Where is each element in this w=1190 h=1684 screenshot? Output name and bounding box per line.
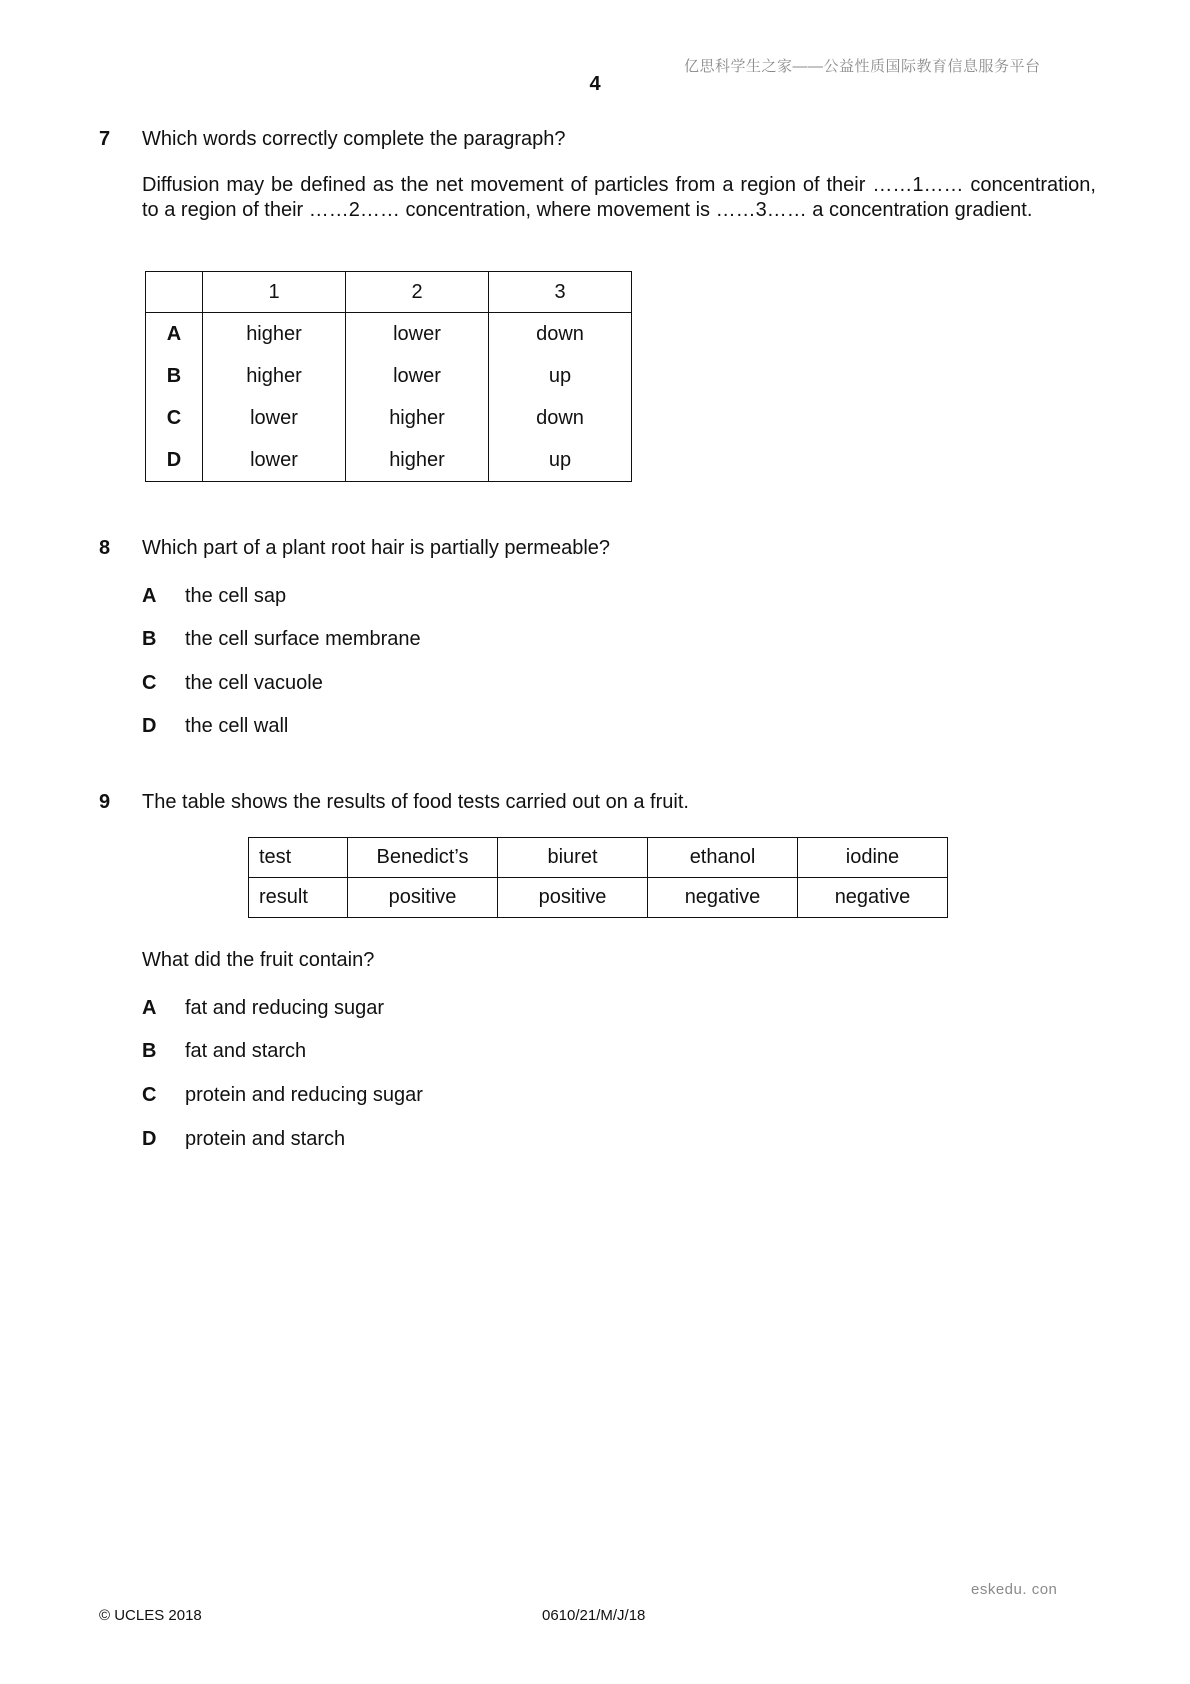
table-cell: Benedict’s (348, 838, 498, 878)
table-cell: lower (203, 397, 346, 439)
page-number: 4 (589, 73, 601, 95)
table-header-cell (146, 272, 203, 313)
row-label: B (146, 355, 203, 397)
table-cell: higher (346, 397, 489, 439)
q8-option-text-b: the cell surface membrane (185, 628, 421, 650)
table-cell: negative (798, 878, 948, 918)
footer-site-watermark: eskedu. con (971, 1581, 1058, 1598)
row-label: A (146, 313, 203, 356)
q9-option-letter-a: A (142, 997, 157, 1019)
table-row (146, 355, 632, 397)
question-7-table (145, 271, 632, 482)
table-cell: lower (346, 355, 489, 397)
q8-option-text-a: the cell sap (185, 585, 287, 607)
table-cell: positive (348, 878, 498, 918)
row-label: D (146, 439, 203, 482)
question-9-prompt: The table shows the results of food tests carried out on a fruit. (142, 791, 689, 813)
q9-option-letter-b: B (142, 1040, 157, 1062)
question-7-paragraph: Diffusion may be defined as the net movement of particles from a region of their ……1…… concentration, to a region of their ……2…… concentration, where movement is ……3…… a concentration gradient. (142, 174, 1096, 221)
question-9-number: 9 (99, 791, 111, 813)
footer-copyright: © UCLES 2018 (99, 1607, 202, 1624)
q8-option-letter-a: A (142, 585, 157, 607)
question-8-number: 8 (99, 537, 111, 559)
table-cell: higher (203, 355, 346, 397)
table-cell: higher (346, 439, 489, 482)
table-row (146, 397, 632, 439)
table-header-cell: 2 (346, 272, 489, 313)
q8-option-text-d: the cell wall (185, 715, 289, 737)
question-7-prompt: Which words correctly complete the paragraph? (142, 128, 566, 150)
question-7-number: 7 (99, 128, 111, 150)
table-cell: test (249, 838, 348, 878)
question-8-prompt: Which part of a plant root hair is partially permeable? (142, 537, 611, 559)
q9-option-text-b: fat and starch (185, 1040, 307, 1062)
question-9-question: What did the fruit contain? (142, 949, 375, 971)
table-cell: result (249, 878, 348, 918)
q9-option-text-d: protein and starch (185, 1128, 346, 1150)
q8-option-letter-b: B (142, 628, 157, 650)
table-cell: iodine (798, 838, 948, 878)
header-watermark: 亿思科学生之家——公益性质国际教育信息服务平台 (684, 58, 1041, 75)
q8-option-text-c: the cell vacuole (185, 672, 323, 694)
table-cell: positive (498, 878, 648, 918)
table-cell: up (489, 355, 632, 397)
footer-paper-code: 0610/21/M/J/18 (542, 1607, 646, 1624)
table-cell: down (489, 313, 632, 356)
table-cell: higher (203, 313, 346, 356)
table-cell: negative (648, 878, 798, 918)
table-cell: lower (346, 313, 489, 356)
q8-option-letter-d: D (142, 715, 157, 737)
q8-option-letter-c: C (142, 672, 157, 694)
q9-option-letter-d: D (142, 1128, 157, 1150)
question-9-table (248, 837, 948, 918)
table-cell: lower (203, 439, 346, 482)
table-row (146, 439, 632, 482)
table-row (146, 313, 632, 356)
table-cell: down (489, 397, 632, 439)
table-header-row (146, 272, 632, 313)
q9-option-text-a: fat and reducing sugar (185, 997, 385, 1019)
table-header-cell: 1 (203, 272, 346, 313)
table-cell: biuret (498, 838, 648, 878)
q9-option-letter-c: C (142, 1084, 157, 1106)
table-cell: ethanol (648, 838, 798, 878)
table-header-cell: 3 (489, 272, 632, 313)
table-row (249, 878, 948, 918)
table-cell: up (489, 439, 632, 482)
q9-option-text-c: protein and reducing sugar (185, 1084, 423, 1106)
table-row (249, 838, 948, 878)
row-label: C (146, 397, 203, 439)
